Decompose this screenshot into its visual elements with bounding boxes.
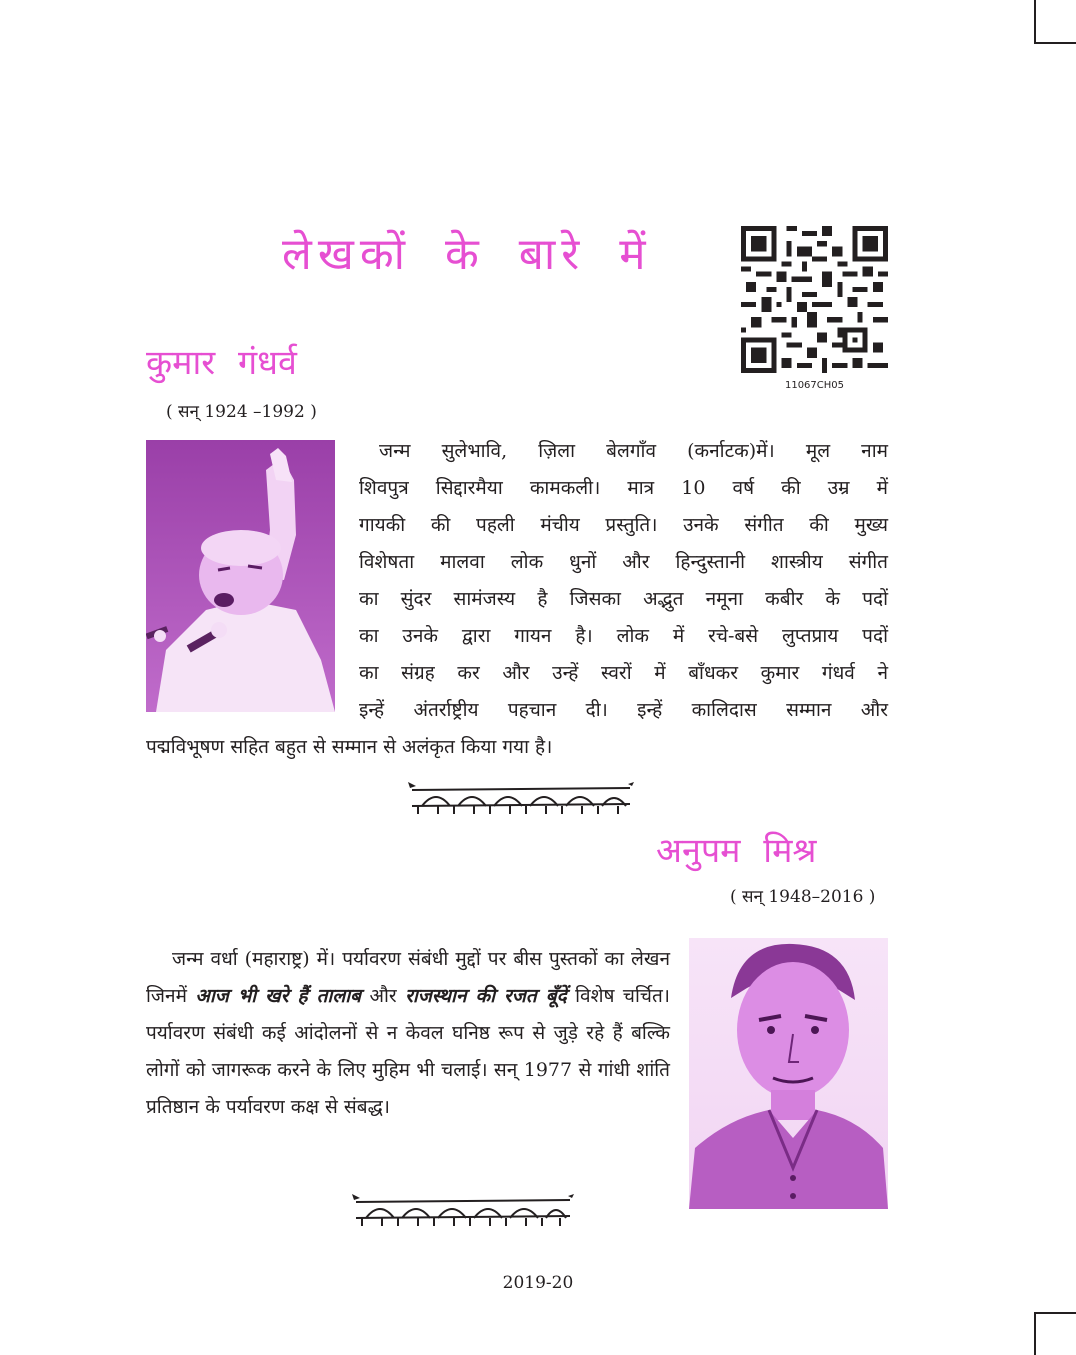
bio-line: का सुंदर सामंजस्य है जिसका अद्भुत नमूना कबीर के पदों [359, 588, 888, 610]
qr-code-label: 11067CH05 [784, 380, 845, 391]
author-name-kumar-gandharva: कुमार गंधर्व [146, 343, 297, 383]
author-name-anupam-mishra: अनुपम मिश्र [656, 831, 817, 871]
crop-mark-bottom-right [1034, 1312, 1036, 1355]
book-title-rajasthan-ki-rajat-boondein: राजस्थान की रजत बूँदें [405, 985, 567, 1007]
bio-line: विशेषता मालवा लोक धुनों और हिन्दुस्तानी शास्त्रीय संगीत [359, 551, 888, 573]
author-bio-kumar-gandharva [146, 433, 888, 766]
bio-line: पद्मविभूषण सहित बहुत से सम्मान से अलंकृत किया गया है। [146, 736, 553, 758]
page-title: लेखकों के बारे में [282, 229, 652, 280]
crop-mark-top-right [1034, 0, 1036, 43]
author-photo-anupam-mishra [689, 938, 888, 1209]
bio-line: शिवपुत्र सिद्दारमैया कामकली। मात्र 10 वर्ष की उम्र में [359, 477, 888, 499]
bio-line: इन्हें अंतर्राष्ट्रीय पहचान दी। इन्हें कालिदास सम्मान और [359, 699, 888, 721]
bio-line: गायकी की पहली मंचीय प्रस्तुति। उनके संगीत की मुख्य [359, 514, 888, 536]
decorative-divider [352, 1194, 574, 1228]
qr-code-image[interactable] [741, 226, 888, 373]
bio-line: जन्म सुलेभावि, ज़िला बेलगाँव (कर्नाटक)में। मूल नाम [379, 440, 888, 462]
bio-text-part-2: और [369, 985, 397, 1007]
page-number: 2019-20 [502, 1273, 574, 1293]
author-years-kumar-gandharva: ( सन् 1924 –1992 ) [166, 402, 317, 422]
bio-text-part-3: विशेष चर्चित। पर्यावरण संबंधी कई आंदोलनों से न केवल घनिष्ठ रूप से जुड़े रहे हैं बल्कि लोगों को जागरूक करने के लिए मुहिम भी चलाई। सन् 1977 से गांधी शांति प्रतिष्ठान के पर्यावरण कक्ष से संबद्ध। [146, 985, 671, 1118]
crop-mark-top-right [1034, 42, 1076, 44]
author-years-anupam-mishra: ( सन् 1948–2016 ) [730, 887, 876, 907]
bio-text-part-1: जन्म वर्धा (महाराष्ट्र) में। पर्यावरण संबंधी मुद्दों पर बीस पुस्तकों का लेखन जिनमें [146, 948, 670, 1007]
author-bio-anupam-mishra [146, 941, 670, 1126]
bio-line: का उनके द्वारा गायन है। लोक में रचे-बसे लुप्तप्राय पदों [359, 625, 888, 647]
decorative-divider [408, 782, 634, 816]
bio-line: का संग्रह कर और उन्हें स्वरों में बाँधकर कुमार गंधर्व ने [359, 662, 888, 684]
book-title-aaj-bhi-khare-hain-talab: आज भी खरे हैं तालाब [195, 985, 361, 1007]
crop-mark-bottom-right [1034, 1312, 1076, 1314]
